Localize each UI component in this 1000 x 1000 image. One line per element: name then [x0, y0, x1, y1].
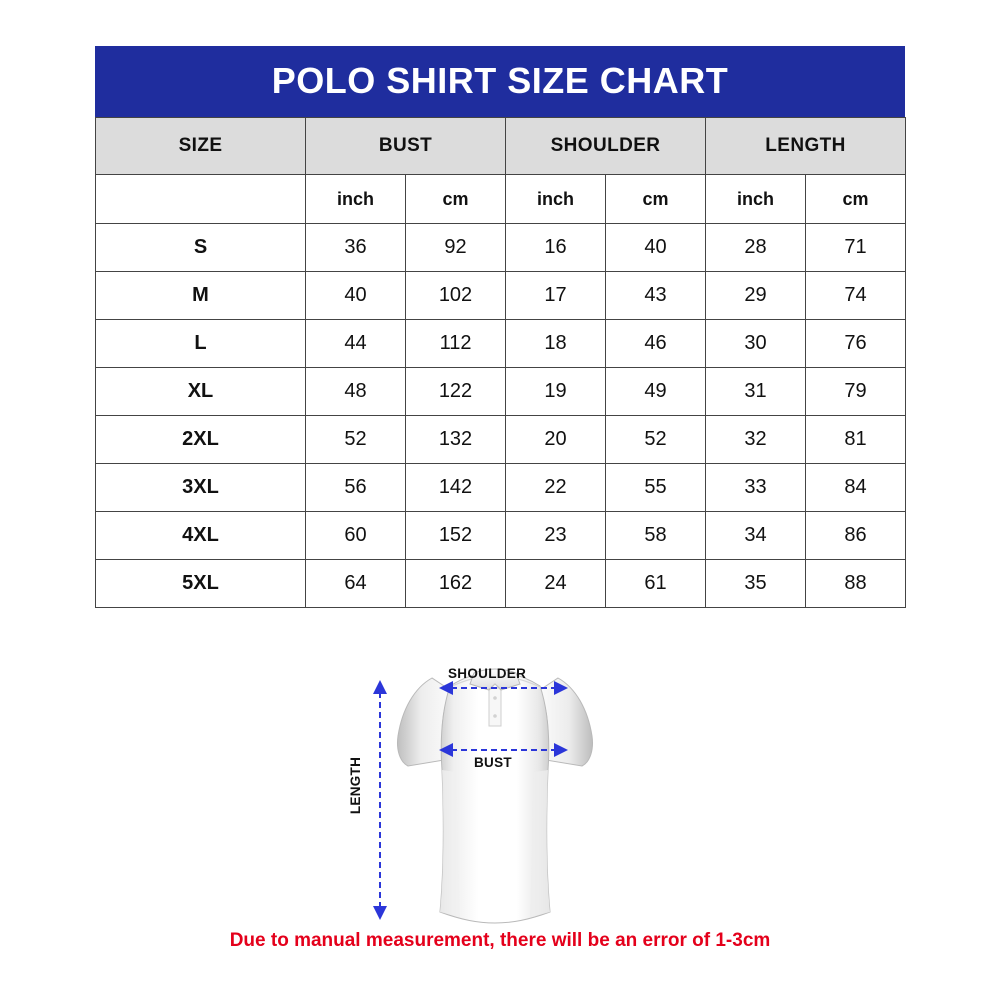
- measurement-illustration: [340, 630, 670, 930]
- cell-length-cm: 86: [806, 512, 906, 560]
- cell-bust-inch: 60: [306, 512, 406, 560]
- table-row: [96, 416, 906, 464]
- cell-size: 4XL: [96, 512, 306, 560]
- cell-size: L: [96, 320, 306, 368]
- cell-length-cm: 81: [806, 416, 906, 464]
- cell-length-cm: 84: [806, 464, 906, 512]
- cell-length-cm: 79: [806, 368, 906, 416]
- cell-bust-cm: 112: [406, 320, 506, 368]
- cell-length-inch: 34: [706, 512, 806, 560]
- cell-shoulder-cm: 61: [606, 560, 706, 608]
- cell-length-cm: 88: [806, 560, 906, 608]
- cell-bust-cm: 132: [406, 416, 506, 464]
- unit-cell-bust-inch: inch: [306, 175, 406, 224]
- column-header-size: SIZE: [96, 118, 306, 175]
- size-chart-table-wrapper: [95, 46, 905, 608]
- table-row: [96, 224, 906, 272]
- cell-shoulder-cm: 58: [606, 512, 706, 560]
- cell-length-cm: 71: [806, 224, 906, 272]
- cell-shoulder-inch: 22: [506, 464, 606, 512]
- cell-shoulder-cm: 40: [606, 224, 706, 272]
- cell-shoulder-inch: 23: [506, 512, 606, 560]
- cell-size: XL: [96, 368, 306, 416]
- cell-bust-inch: 36: [306, 224, 406, 272]
- cell-bust-inch: 48: [306, 368, 406, 416]
- cell-length-inch: 30: [706, 320, 806, 368]
- cell-shoulder-cm: 49: [606, 368, 706, 416]
- table-row: [96, 512, 906, 560]
- column-header-bust: BUST: [306, 118, 506, 175]
- cell-bust-cm: 152: [406, 512, 506, 560]
- cell-shoulder-inch: 20: [506, 416, 606, 464]
- unit-cell-shoulder-cm: cm: [606, 175, 706, 224]
- table-row: [96, 560, 906, 608]
- cell-bust-cm: 122: [406, 368, 506, 416]
- column-header-shoulder: SHOULDER: [506, 118, 706, 175]
- cell-shoulder-inch: 18: [506, 320, 606, 368]
- cell-bust-cm: 162: [406, 560, 506, 608]
- unit-cell-length-inch: inch: [706, 175, 806, 224]
- column-header-length: LENGTH: [706, 118, 906, 175]
- cell-shoulder-cm: 46: [606, 320, 706, 368]
- cell-bust-inch: 56: [306, 464, 406, 512]
- cell-size: 5XL: [96, 560, 306, 608]
- cell-bust-inch: 40: [306, 272, 406, 320]
- cell-length-inch: 32: [706, 416, 806, 464]
- cell-shoulder-inch: 24: [506, 560, 606, 608]
- cell-length-inch: 33: [706, 464, 806, 512]
- cell-size: 2XL: [96, 416, 306, 464]
- chart-title: POLO SHIRT SIZE CHART: [95, 46, 905, 117]
- cell-length-inch: 28: [706, 224, 806, 272]
- table-row: [96, 368, 906, 416]
- cell-bust-inch: 44: [306, 320, 406, 368]
- cell-length-cm: 74: [806, 272, 906, 320]
- shoulder-label: SHOULDER: [448, 666, 527, 681]
- unit-cell-blank: [96, 175, 306, 224]
- table-row: [96, 464, 906, 512]
- cell-bust-cm: 142: [406, 464, 506, 512]
- cell-bust-cm: 92: [406, 224, 506, 272]
- cell-shoulder-inch: 19: [506, 368, 606, 416]
- cell-bust-cm: 102: [406, 272, 506, 320]
- length-label: LENGTH: [348, 756, 364, 815]
- cell-shoulder-inch: 16: [506, 224, 606, 272]
- table-group-header-row: [96, 118, 906, 175]
- table-row: [96, 272, 906, 320]
- cell-bust-inch: 64: [306, 560, 406, 608]
- cell-size: 3XL: [96, 464, 306, 512]
- cell-length-inch: 31: [706, 368, 806, 416]
- table-unit-row: [96, 175, 906, 224]
- unit-cell-length-cm: cm: [806, 175, 906, 224]
- unit-cell-bust-cm: cm: [406, 175, 506, 224]
- cell-size: M: [96, 272, 306, 320]
- cell-bust-inch: 52: [306, 416, 406, 464]
- cell-length-inch: 35: [706, 560, 806, 608]
- cell-shoulder-inch: 17: [506, 272, 606, 320]
- cell-size: S: [96, 224, 306, 272]
- size-chart-table: [95, 117, 906, 608]
- bust-label: BUST: [474, 755, 512, 770]
- cell-length-cm: 76: [806, 320, 906, 368]
- unit-cell-shoulder-inch: inch: [506, 175, 606, 224]
- cell-shoulder-cm: 55: [606, 464, 706, 512]
- cell-length-inch: 29: [706, 272, 806, 320]
- cell-shoulder-cm: 43: [606, 272, 706, 320]
- cell-shoulder-cm: 52: [606, 416, 706, 464]
- measurement-note: Due to manual measurement, there will be an error of 1-3cm: [229, 930, 771, 951]
- table-row: [96, 320, 906, 368]
